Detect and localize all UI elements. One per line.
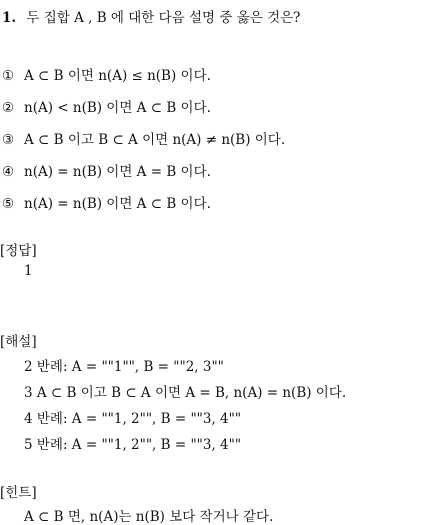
- choice-mark: ②: [2, 100, 15, 116]
- choice-mark: ①: [2, 68, 15, 84]
- choice-mark: ④: [2, 164, 15, 180]
- explanation-line: 3 A ⊂ B 이고 B ⊂ A 이면 A = B, n(A) = n(B) 이다.: [24, 385, 347, 401]
- choice-3[interactable]: [2, 128, 285, 148]
- explanation-line: 4 반례: A = ""1, 2"", B = ""3, 4"": [24, 411, 242, 427]
- choice-text: n(A) = n(B) 이면 A = B 이다.: [24, 164, 211, 180]
- answer-label: [정답]: [0, 243, 37, 259]
- choice-mark: ③: [2, 132, 15, 148]
- question-header: [2, 6, 300, 26]
- choice-2[interactable]: [2, 96, 211, 116]
- choice-5[interactable]: [2, 192, 211, 212]
- choice-1[interactable]: [2, 64, 211, 84]
- choice-4[interactable]: [2, 160, 211, 180]
- explanation-label: [해설]: [0, 334, 37, 350]
- explanation-line: 2 반례: A = ""1"", B = ""2, 3"": [24, 359, 224, 375]
- choice-text: A ⊂ B 이면 n(A) ≤ n(B) 이다.: [24, 68, 211, 84]
- choice-text: n(A) < n(B) 이면 A ⊂ B 이다.: [24, 100, 211, 116]
- question-text: 두 집합 A , B 에 대한 다음 설명 중 옳은 것은?: [26, 10, 301, 26]
- explanation-line: 5 반례: A = ""1, 2"", B = ""3, 4"": [24, 437, 242, 453]
- choice-text: n(A) = n(B) 이면 A ⊂ B 이다.: [24, 196, 211, 212]
- hint-text: A ⊂ B 면, n(A)는 n(B) 보다 작거나 같다.: [24, 509, 274, 525]
- choice-mark: ⑤: [2, 196, 15, 212]
- choice-text: A ⊂ B 이고 B ⊂ A 이면 n(A) ≠ n(B) 이다.: [24, 132, 286, 148]
- answer-value: 1: [24, 263, 33, 279]
- question-number: 1.: [2, 10, 17, 26]
- hint-label: [힌트]: [0, 485, 37, 501]
